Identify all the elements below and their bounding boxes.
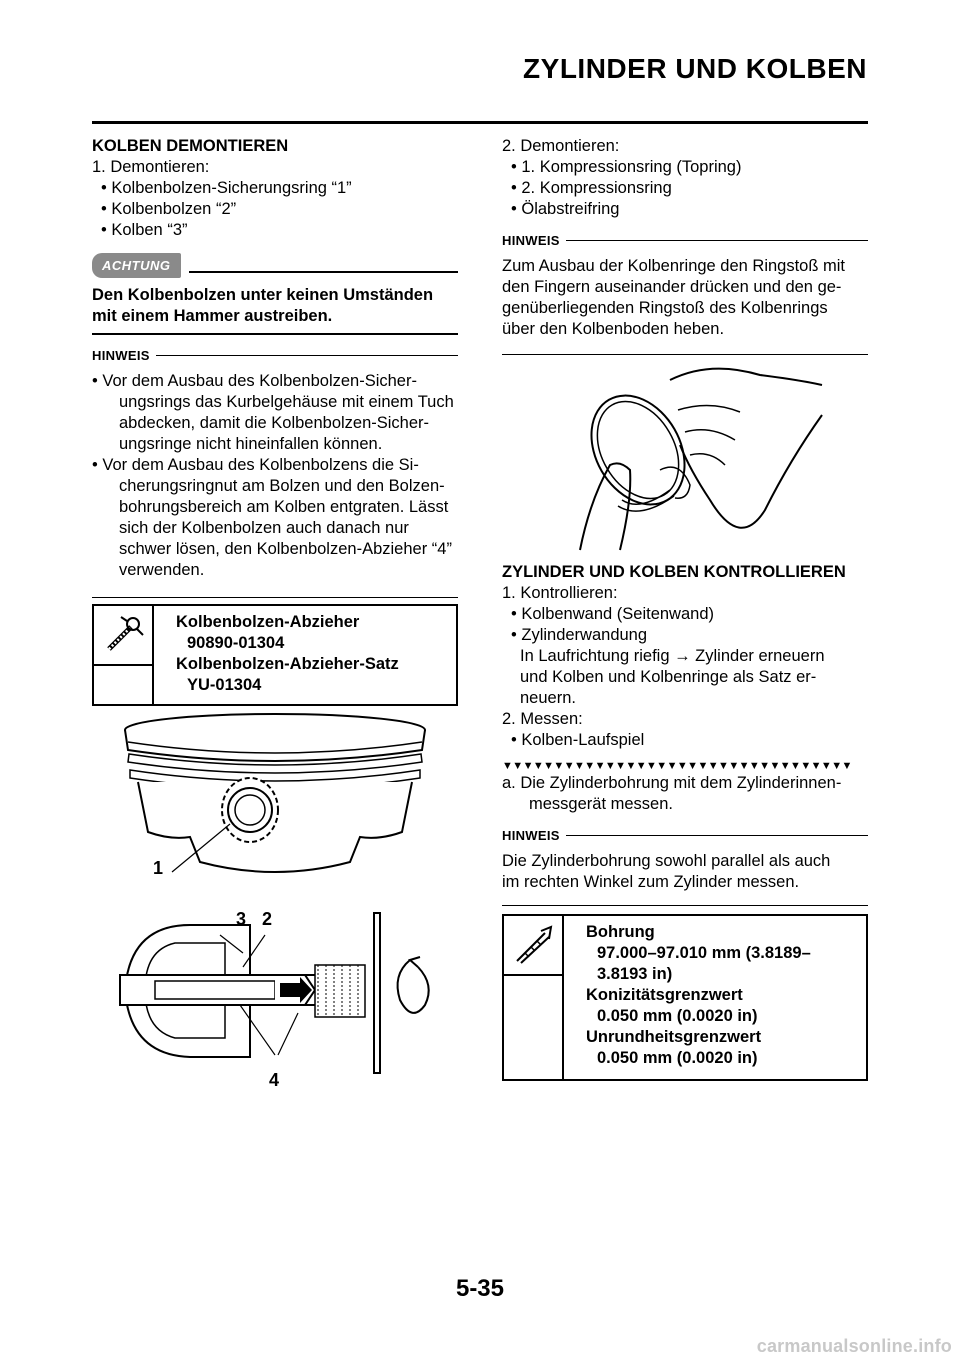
- note-line: • Vor dem Ausbau des Kolbenbolzens die Si-: [92, 456, 419, 474]
- tool-box: [92, 604, 458, 706]
- list-item: • 2. Kompressionsring: [511, 179, 672, 197]
- note-label: HINWEIS: [502, 232, 560, 248]
- figure-label-1: 1: [153, 858, 164, 878]
- list-item: • Kolbenbolzen-Sicherungsring “1”: [101, 179, 352, 197]
- step-2: 2. Demontieren:: [502, 137, 620, 155]
- list-item-cont: neuern.: [520, 689, 576, 707]
- tool-icon-cell: [94, 606, 154, 704]
- note-line: bohrungsbereich am Kolben entgraten. Lässt: [119, 498, 449, 516]
- note-body: [92, 371, 458, 581]
- note-header: [502, 827, 868, 843]
- header-rule: [92, 121, 868, 124]
- figure-label-2: 2: [262, 909, 273, 929]
- note-line: sich der Kolbenbolzen auch danach nur: [119, 519, 409, 537]
- left-column: [92, 136, 458, 706]
- note-header: [92, 347, 458, 363]
- right-column: [502, 136, 868, 355]
- note-line: verwenden.: [119, 561, 205, 579]
- check-step-1: 1. Kontrollieren:: [502, 584, 618, 602]
- note-line: abdecken, damit die Kolbenbolzen-Sicher-: [119, 414, 430, 432]
- tool-name: Kolbenbolzen-Abzieher-Satz: [176, 655, 399, 673]
- sub-step-a: a. Die Zylinderbohrung mit dem Zylinderinnen-: [502, 774, 842, 792]
- inspection-section: [502, 562, 868, 1081]
- list-item: • 1. Kompressionsring (Topring): [511, 158, 742, 176]
- list-item: • Kolbenbolzen “2”: [101, 200, 237, 218]
- list-item: • Ölabstreifring: [511, 200, 620, 218]
- note-rule: [566, 835, 868, 836]
- tool-number: 90890-01304: [187, 634, 285, 652]
- section-title-piston-removal: KOLBEN DEMONTIEREN: [92, 137, 289, 155]
- note-rule: [566, 240, 868, 241]
- note-line: im rechten Winkel zum Zylinder messen.: [502, 873, 800, 891]
- note-label: HINWEIS: [502, 827, 560, 843]
- tool-text: [154, 606, 399, 704]
- note-end-rule: [92, 597, 458, 598]
- check-step-2: 2. Messen:: [502, 710, 583, 728]
- note-line: ungsringe nicht hineinfallen können.: [119, 435, 383, 453]
- note-end-rule: [502, 905, 868, 906]
- spec-value: 0.050 mm (0.0020 in): [597, 1007, 758, 1025]
- spec-name: Konizitätsgrenzwert: [586, 986, 743, 1004]
- note-line: schwer lösen, den Kolbenbolzen-Abzieher “4”: [119, 540, 452, 558]
- figure-label-3: 3: [236, 909, 247, 929]
- note-line: ungsrings das Kurbelgehäuse mit einem Tuch: [119, 393, 454, 411]
- note-rule: [156, 355, 458, 356]
- sub-step-a-cont: messgerät messen.: [529, 795, 673, 813]
- note-line: • Vor dem Ausbau des Kolbenbolzen-Sicher-: [92, 372, 417, 390]
- tool-name: Kolbenbolzen-Abzieher: [176, 613, 360, 631]
- caution-rule: [189, 271, 459, 273]
- spec-value: 97.000–97.010 mm (3.8189–: [597, 944, 811, 962]
- note-line: Die Zylinderbohrung sowohl parallel als auch: [502, 852, 831, 870]
- procedure-start-marker: ▼▼▼▼▼▼▼▼▼▼▼▼▼▼▼▼▼▼▼▼▼▼▼▼▼▼▼▼▼▼▼▼▼▼: [502, 760, 852, 772]
- spec-value: 3.8193 in): [597, 965, 673, 983]
- watermark: carmanualsonline.info: [756, 1336, 952, 1356]
- spec-box: [502, 914, 868, 1081]
- list-item-cont: und Kolben und Kolbenringe als Satz er-: [520, 668, 817, 686]
- note-body: [502, 256, 868, 340]
- caution-line: Den Kolbenbolzen unter keinen Umständen: [92, 286, 434, 304]
- caution-badge: ACHTUNG: [92, 253, 181, 278]
- caution-header: [92, 253, 458, 277]
- note-line: über den Kolbenboden heben.: [502, 320, 725, 338]
- note-line: cherungsringnut am Bolzen und den Bolzen-: [119, 477, 445, 495]
- note-line: den Fingern auseinander drücken und den ge-: [502, 278, 842, 296]
- piston-pin-puller-illustration: [100, 905, 450, 1075]
- figure-label-4: 4: [269, 1070, 280, 1090]
- note-body: [502, 851, 868, 893]
- spec-name: Bohrung: [586, 923, 655, 941]
- measure-icon: [504, 916, 562, 976]
- note-header: [502, 232, 868, 248]
- note-label: HINWEIS: [92, 347, 150, 363]
- spec-value: 0.050 mm (0.0020 in): [597, 1049, 758, 1067]
- list-item: • Kolbenwand (Seitenwand): [511, 605, 714, 623]
- tool-icon: [94, 606, 152, 666]
- page-title: ZYLINDER UND KOLBEN: [523, 53, 867, 84]
- caution-end-rule: [92, 333, 458, 335]
- spec-name: Unrundheitsgrenzwert: [586, 1028, 762, 1046]
- page-number: 5-35: [455, 1275, 505, 1302]
- list-item: • Kolben “3”: [101, 221, 188, 239]
- caution-line: mit einem Hammer austreiben.: [92, 307, 333, 325]
- section-title-inspection: ZYLINDER UND KOLBEN KONTROLLIEREN: [502, 563, 846, 581]
- spec-text: [564, 916, 811, 1079]
- list-item: • Zylinderwandung: [511, 626, 648, 644]
- list-item-cont: In Laufrichtung riefig → Zylinder erneuern: [520, 647, 825, 665]
- note-line: Zum Ausbau der Kolbenringe den Ringstoß mit: [502, 257, 846, 275]
- spec-icon-cell: [504, 916, 564, 1079]
- note-line: genüberliegenden Ringstoß des Kolbenrings: [502, 299, 828, 317]
- list-item: • Kolben-Laufspiel: [511, 731, 645, 749]
- step-1: 1. Demontieren:: [92, 158, 210, 176]
- caution-text: [92, 285, 458, 327]
- tool-number: YU-01304: [187, 676, 262, 694]
- ring-removal-illustration: [560, 350, 830, 555]
